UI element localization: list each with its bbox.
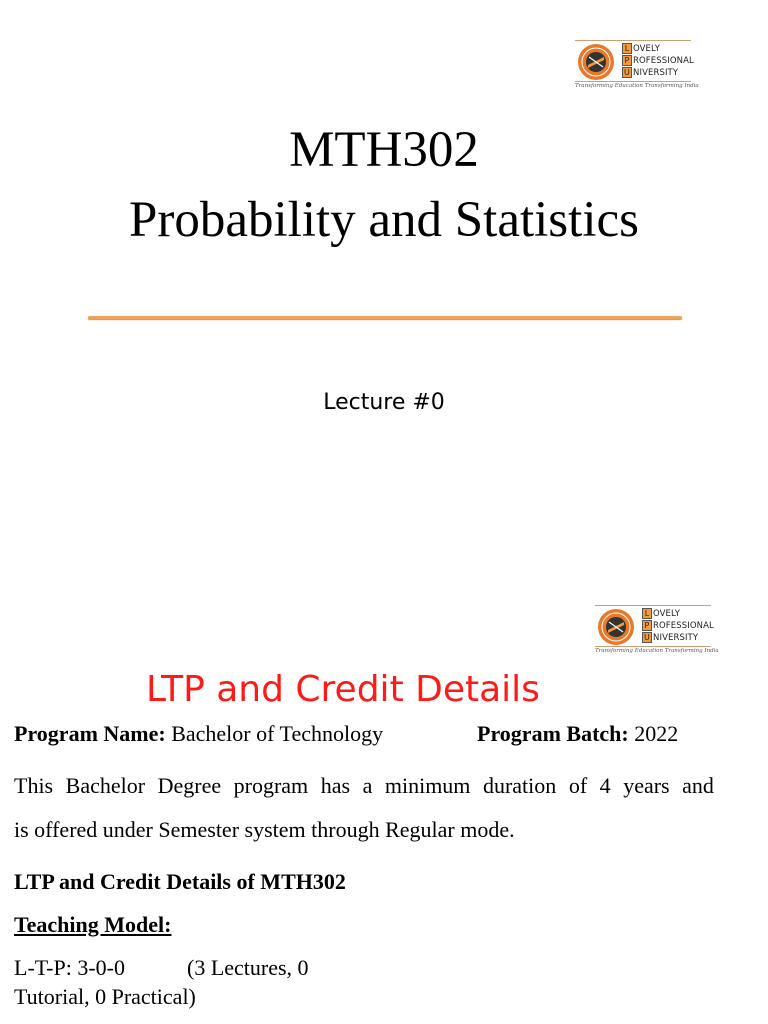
- description-word: of: [568, 773, 588, 798]
- course-code-title: MTH302: [289, 122, 479, 178]
- lpu-seal-icon: [577, 43, 615, 81]
- description-word: duration: [482, 773, 557, 798]
- logo-wordmark: [642, 608, 714, 644]
- program-name-value: Bachelor of Technology: [171, 721, 384, 746]
- ltp-breakdown-part-2: Tutorial, 0 Practical): [14, 984, 196, 1009]
- logo-wordmark: [622, 43, 694, 79]
- logo-bottom-rule: [575, 81, 691, 82]
- ltp-breakdown-part-1: (3 Lectures, 0: [187, 955, 309, 980]
- lpu-seal-icon: [597, 608, 635, 646]
- description-word: Bachelor: [65, 773, 146, 798]
- logo-word: NIVERSITY: [653, 633, 699, 643]
- logo-row-2: [642, 620, 714, 632]
- logo-letter-box: L: [642, 608, 652, 619]
- logo-word: ROFESSIONAL: [633, 56, 694, 66]
- program-name-label: Program Name:: [14, 721, 166, 746]
- program-name-line: [14, 721, 383, 747]
- logo-word: OVELY: [653, 609, 681, 619]
- logo-letter-box: L: [622, 43, 632, 54]
- logo-row-1: [642, 608, 714, 620]
- lpu-logo: [595, 605, 719, 659]
- logo-word: ROFESSIONAL: [653, 621, 714, 631]
- description-line-1: [14, 773, 714, 799]
- logo-top-rule: [575, 40, 691, 41]
- description-word: program: [233, 773, 309, 798]
- ltp-slide: [0, 576, 768, 1024]
- description-word: years: [623, 773, 670, 798]
- description-word: Degree: [157, 773, 222, 798]
- description-word: 4: [599, 773, 611, 798]
- description-word: minimum: [384, 773, 471, 798]
- course-name-title: Probability and Statistics: [129, 192, 639, 248]
- description-word: a: [362, 773, 373, 798]
- logo-row-3: [642, 632, 714, 644]
- description-word: has: [320, 773, 351, 798]
- program-batch-line: [477, 721, 678, 747]
- logo-bottom-rule: [595, 646, 711, 647]
- teaching-model-heading: Teaching Model:: [14, 912, 172, 937]
- title-divider: [88, 316, 682, 319]
- logo-letter-box: U: [642, 632, 652, 643]
- slide-heading: LTP and Credit Details: [146, 669, 540, 710]
- program-batch-label: Program Batch:: [477, 721, 629, 746]
- description-word: This: [14, 773, 54, 798]
- logo-tagline: Transforming Education Transforming India: [595, 648, 719, 654]
- logo-letter-box: P: [642, 620, 652, 631]
- logo-letter-box: U: [622, 67, 632, 78]
- lpu-logo: [575, 40, 699, 94]
- description-line-2: is offered under Semester system through Regular mode.: [14, 817, 515, 842]
- logo-tagline: Transforming Education Transforming India: [575, 83, 699, 89]
- program-batch-value: 2022: [634, 721, 679, 746]
- lecture-subtitle: Lecture #0: [323, 390, 445, 415]
- logo-row-2: [622, 55, 694, 67]
- description-word: and: [682, 773, 714, 798]
- logo-letter-box: P: [622, 55, 632, 66]
- logo-word: NIVERSITY: [633, 68, 679, 78]
- ltp-details-heading: LTP and Credit Details of MTH302: [14, 869, 346, 894]
- logo-row-3: [622, 67, 694, 79]
- logo-row-1: [622, 43, 694, 55]
- logo-top-rule: [595, 605, 711, 606]
- logo-word: OVELY: [633, 44, 661, 54]
- ltp-value: L-T-P: 3-0-0: [14, 955, 126, 980]
